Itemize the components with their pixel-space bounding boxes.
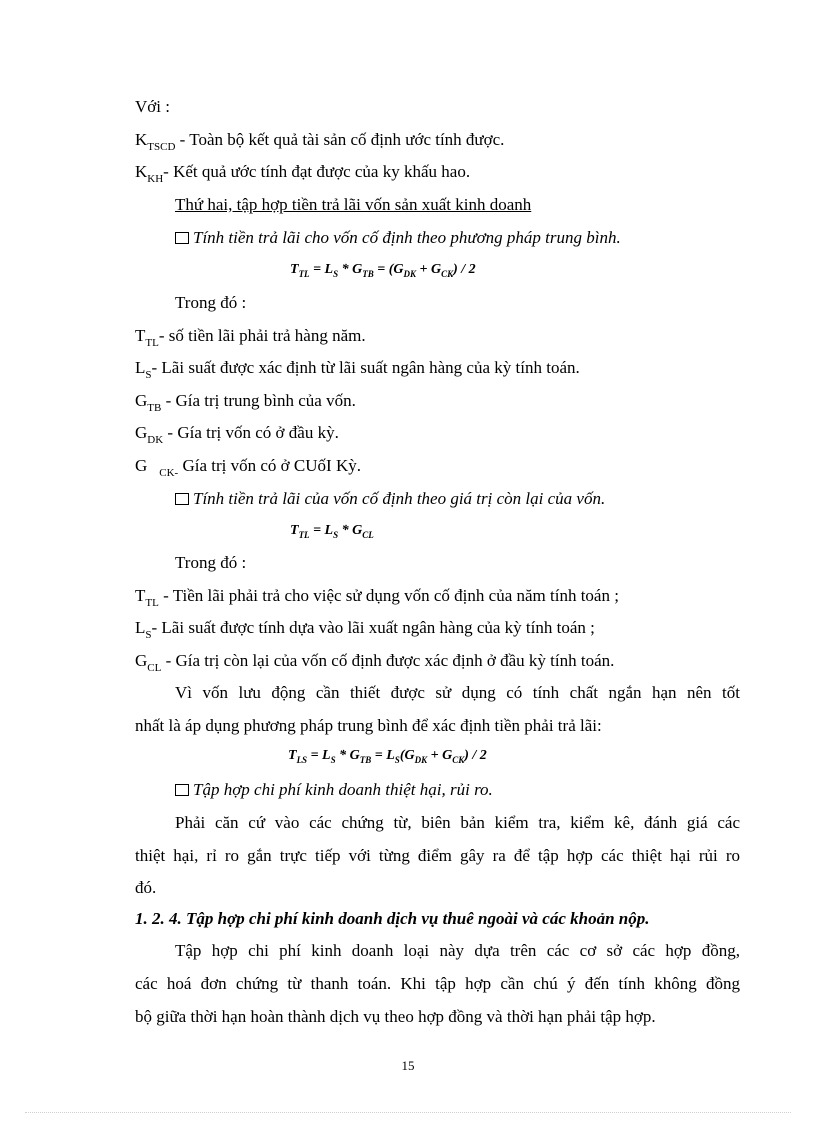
formula-sub: DK [414,755,428,765]
subscript: TB [147,402,162,414]
symbol: K [135,130,148,149]
checkbox-bullet-icon [175,784,189,796]
subscript: TL [145,337,159,349]
bullet-text: Tính tiền trả lãi của vốn cố định theo giá trị còn lại của vốn. [193,489,606,508]
second-heading: Thứ hai, tập hợp tiền trả lãi vốn sản xuất kinh doanh [175,195,532,214]
formula-part: ) / 2 [453,262,476,277]
symbol: K [135,162,148,181]
formula-sub: TL [298,530,310,540]
formula-sub: TB [362,269,374,279]
definition-text: - số tiền lãi phải trả hàng năm. [158,326,366,345]
paragraph-2-line-1: Phải căn cứ vào các chứng từ, biên bản kiểm tra, kiểm kê, đánh giá các [175,813,740,832]
gcl-definition [135,650,614,672]
formula-part: * G [335,748,360,763]
formula-sub: CK [452,755,465,765]
definition-text: Gía trị vốn có ở CUốI Kỳ. [178,456,361,475]
gdk-definition [135,422,339,444]
ttl-definition-2 [135,585,619,607]
formula-2 [290,521,374,541]
bullet-item-1 [175,227,621,249]
where-label-2: Trong đó : [175,553,247,572]
checkbox-bullet-icon [175,232,189,244]
formula-3 [288,746,487,766]
formula-part: ) / 2 [464,748,487,763]
formula-sub: S [333,530,339,540]
definition-text: - Lãi suất được tính dựa vào lãi xuất ngân hàng của kỳ tính toán ; [151,618,595,637]
formula-part: + G [427,748,453,763]
subscript: CK- [159,467,179,479]
formula-part: (G [399,748,415,763]
ls-definition-2 [135,617,595,639]
symbol: G [135,391,148,410]
definition-text: - Gía trị vốn có ở đầu kỳ. [163,423,339,442]
where-label-1: Trong đó : [175,293,247,312]
ls-definition-1 [135,357,580,379]
page-number: 15 [401,1058,415,1073]
bullet-text: Tính tiền trả lãi cho vốn cố định theo phương pháp trung bình. [193,228,621,247]
subscript: CL [147,662,162,674]
subscript: S [145,369,152,381]
paragraph-1-line-1: Vì vốn lưu động cần thiết được sử dụng có tính chất ngắn hạn nên tốt [175,683,740,702]
formula-part: + G [416,262,442,277]
paragraph-3-line-1: Tập hợp chi phí kinh doanh loại này dựa trên các cơ sở các hợp đồng, [175,941,740,960]
formula-part: = (G [373,262,404,277]
formula-part: * G [338,523,363,538]
formula-sub: S [330,755,336,765]
definition-text: - Gía trị còn lại của vốn cố định được xác định ở đầu kỳ tính toán. [161,651,615,670]
section-heading: 1. 2. 4. Tập hợp chi phí kinh doanh dịch vụ thuê ngoài và các khoản nộp. [135,909,650,928]
gtb-definition [135,390,356,412]
definition-text: - Lãi suất được xác định từ lãi suất ngân hàng của kỳ tính toán. [151,358,580,377]
definition-text: - Toàn bộ kết quả tài sản cố định ước tính được. [175,130,505,149]
symbol: G [135,456,148,475]
formula-part: T [290,262,299,277]
definition-text: - Gía trị trung bình của vốn. [161,391,356,410]
subscript: S [145,629,152,641]
formula-1 [290,260,476,280]
paragraph-3-line-3: bộ giữa thời hạn hoàn thành dịch vụ theo hợp đồng và thời hạn phải tập hợp. [135,1007,656,1026]
subscript: TL [145,597,159,609]
formula-sub: S [333,269,339,279]
symbol: L [135,618,146,637]
symbol: G [135,423,148,442]
formula-part: = L [309,262,334,277]
symbol: T [135,326,146,345]
formula-part: = L [371,748,395,763]
paragraph-1-line-2: nhất là áp dụng phương pháp trung bình để xác định tiền phải trả lãi: [135,716,602,735]
formula-part: = L [307,748,331,763]
formula-part: T [290,523,299,538]
formula-sub: CL [362,530,374,540]
checkbox-bullet-icon [175,493,189,505]
gck-definition [135,455,361,477]
with-label: Với : [135,97,170,116]
formula-sub: S [394,755,400,765]
paragraph-3-line-2: các hoá đơn chứng từ thanh toán. Khi tập hợp cần chú ý đến tính không đồng [135,974,740,993]
definition-text: - Kết quả ước tính đạt được của ky khấu hao. [163,162,471,181]
page-bottom-divider [25,1112,791,1113]
paragraph-2-line-3: đó. [135,878,157,897]
formula-sub: CK [441,269,454,279]
formula-part: = L [309,523,334,538]
subscript: TSCD [147,141,176,153]
formula-part: T [288,748,297,763]
symbol: G [135,651,148,670]
subscript: DK [147,434,164,446]
symbol: L [135,358,146,377]
ktscd-definition [135,129,504,151]
kkh-definition [135,161,470,183]
formula-sub: TL [298,269,310,279]
definition-text: - Tiền lãi phải trả cho việc sử dụng vốn cố định của năm tính toán ; [158,586,619,605]
paragraph-2-line-2: thiệt hại, rỉ ro gắn trực tiếp với từng điểm gây ra để tập hợp các thiệt hại rủi ro [135,846,740,865]
ttl-definition-1 [135,325,366,347]
subscript: KH [147,173,164,185]
formula-sub: DK [403,269,417,279]
formula-sub: TB [359,755,372,765]
formula-sub: LS [296,755,308,765]
bullet-item-3 [175,779,493,801]
symbol: T [135,586,146,605]
bullet-item-2 [175,488,605,510]
bullet-text: Tập hợp chi phí kinh doanh thiệt hại, rủi ro. [193,780,493,799]
formula-part: * G [338,262,363,277]
